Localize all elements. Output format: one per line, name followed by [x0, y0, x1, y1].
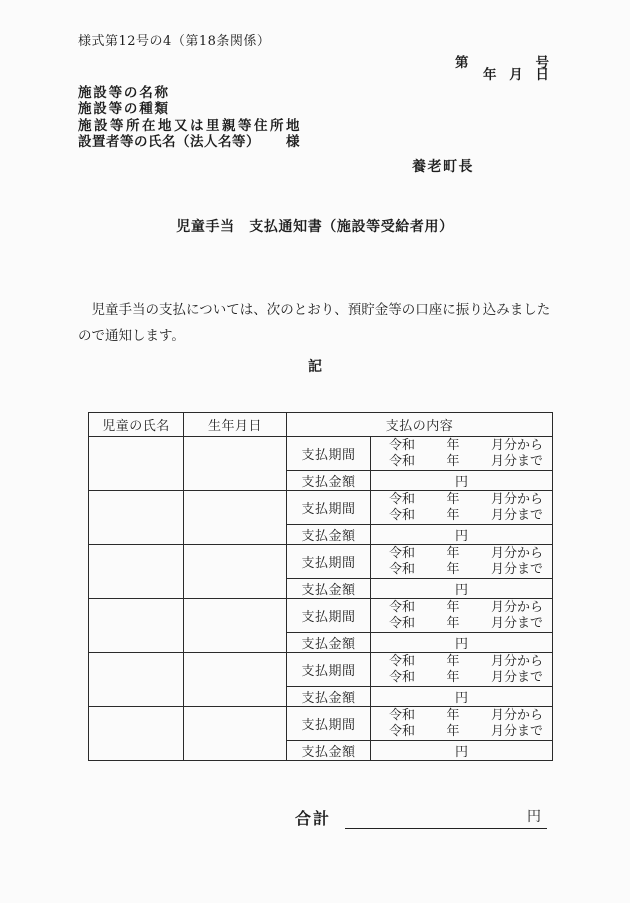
yen-unit: 円	[455, 691, 469, 706]
form-number: 様式第12号の4（第18条関係）	[78, 34, 271, 49]
body-line-1: 児童手当の支払については、次のとおり、預貯金等の口座に振り込みました	[91, 302, 551, 318]
month-to-suffix: 月分まで	[491, 723, 544, 739]
month-from-suffix: 月分から	[491, 545, 544, 561]
amount-label: 支払金額	[287, 579, 371, 599]
header-child-name: 児童の氏名	[89, 413, 184, 437]
year-unit: 年	[446, 707, 460, 723]
payment-period-row	[89, 491, 553, 525]
amount-label: 支払金額	[287, 471, 371, 491]
era-label: 令和	[389, 669, 416, 685]
month-from-suffix: 月分から	[491, 707, 544, 723]
year-unit: 年	[446, 491, 460, 507]
yen-unit: 円	[455, 745, 469, 760]
era-label: 令和	[389, 599, 416, 615]
era-label: 令和	[389, 507, 416, 523]
doc-number-suffix: 号	[535, 55, 549, 71]
period-to-line	[371, 670, 552, 686]
amount-value-cell	[371, 579, 553, 599]
period-value-cell	[371, 437, 553, 471]
year-unit: 年	[446, 615, 460, 631]
child-name-cell	[89, 653, 184, 707]
month-from-suffix: 月分から	[491, 491, 544, 507]
amount-label: 支払金額	[287, 687, 371, 707]
era-label: 令和	[389, 545, 416, 561]
date-line	[483, 63, 549, 83]
era-label: 令和	[389, 491, 416, 507]
yen-unit: 円	[455, 637, 469, 652]
period-label: 支払期間	[287, 437, 371, 471]
recipient-block	[78, 85, 302, 150]
period-to-line	[371, 508, 552, 524]
table-header-row	[89, 413, 553, 437]
amount-value-cell	[371, 687, 553, 707]
birth-date-cell	[184, 707, 287, 761]
payment-period-row	[89, 653, 553, 687]
yen-unit: 円	[455, 475, 469, 490]
date-year-unit: 年	[483, 67, 497, 83]
payment-period-row	[89, 437, 553, 471]
birth-date-cell	[184, 545, 287, 599]
era-label: 令和	[389, 437, 416, 453]
year-unit: 年	[446, 599, 460, 615]
amount-value-cell	[371, 633, 553, 653]
month-from-suffix: 月分から	[491, 437, 544, 453]
period-from-line	[371, 600, 552, 616]
document-title: 児童手当 支払通知書（施設等受給者用）	[176, 219, 454, 235]
amount-value-cell	[371, 741, 553, 761]
payment-period-row	[89, 599, 553, 633]
facility-type-label: 施設等の種類	[78, 101, 170, 118]
period-value-cell	[371, 653, 553, 687]
founder-name-line	[78, 134, 302, 150]
era-label: 令和	[389, 707, 416, 723]
doc-number-prefix: 第	[455, 55, 469, 71]
period-from-line	[371, 492, 552, 508]
year-unit: 年	[446, 669, 460, 685]
month-to-suffix: 月分まで	[491, 507, 544, 523]
period-value-cell	[371, 599, 553, 633]
year-unit: 年	[446, 653, 460, 669]
month-to-suffix: 月分まで	[491, 453, 544, 469]
honorific-sama: 様	[286, 133, 300, 150]
year-unit: 年	[446, 545, 460, 561]
birth-date-cell	[184, 599, 287, 653]
month-from-suffix: 月分から	[491, 653, 544, 669]
era-label: 令和	[389, 615, 416, 631]
body-paragraph	[78, 297, 554, 349]
birth-date-cell	[184, 437, 287, 491]
birth-date-cell	[184, 491, 287, 545]
date-month-unit: 月	[509, 67, 523, 83]
period-from-line	[371, 654, 552, 670]
period-from-line	[371, 708, 552, 724]
payment-records	[89, 437, 553, 761]
payment-period-row	[89, 707, 553, 741]
month-to-suffix: 月分まで	[491, 615, 544, 631]
period-to-line	[371, 724, 552, 740]
child-name-cell	[89, 437, 184, 491]
child-name-cell	[89, 491, 184, 545]
amount-label: 支払金額	[287, 741, 371, 761]
period-from-line	[371, 546, 552, 562]
period-to-line	[371, 616, 552, 632]
total-row	[295, 806, 547, 829]
period-to-line	[371, 454, 552, 470]
period-value-cell	[371, 545, 553, 579]
yen-unit: 円	[455, 529, 469, 544]
total-amount-field	[345, 806, 547, 829]
period-label: 支払期間	[287, 545, 371, 579]
yen-unit: 円	[455, 583, 469, 598]
total-label: 合計	[295, 809, 332, 828]
period-label: 支払期間	[287, 653, 371, 687]
period-label: 支払期間	[287, 491, 371, 525]
month-from-suffix: 月分から	[491, 599, 544, 615]
header-birth-date: 生年月日	[184, 413, 287, 437]
facility-address-label: 施設等所在地又は里親等住所地	[78, 117, 302, 134]
period-value-cell	[371, 491, 553, 525]
body-line-2: ので通知します。	[78, 328, 185, 344]
era-label: 令和	[389, 653, 416, 669]
amount-label: 支払金額	[287, 633, 371, 653]
amount-value-cell	[371, 471, 553, 491]
child-name-cell	[89, 707, 184, 761]
era-label: 令和	[389, 561, 416, 577]
payment-period-row	[89, 545, 553, 579]
year-unit: 年	[446, 507, 460, 523]
year-unit: 年	[446, 453, 460, 469]
year-unit: 年	[446, 437, 460, 453]
amount-label: 支払金額	[287, 525, 371, 545]
notice-marker: 記	[308, 359, 322, 375]
amount-value-cell	[371, 525, 553, 545]
payment-table	[88, 412, 553, 761]
facility-name-label: 施設等の名称	[78, 85, 170, 101]
period-to-line	[371, 562, 552, 578]
birth-date-cell	[184, 653, 287, 707]
total-yen-unit: 円	[527, 809, 542, 825]
header-payment-content: 支払の内容	[287, 413, 553, 437]
period-from-line	[371, 438, 552, 454]
era-label: 令和	[389, 723, 416, 739]
year-unit: 年	[446, 561, 460, 577]
month-to-suffix: 月分まで	[491, 561, 544, 577]
era-label: 令和	[389, 453, 416, 469]
sender-name: 養老町長	[412, 159, 474, 175]
period-label: 支払期間	[287, 599, 371, 633]
period-label: 支払期間	[287, 707, 371, 741]
child-name-cell	[89, 599, 184, 653]
year-unit: 年	[446, 723, 460, 739]
period-value-cell	[371, 707, 553, 741]
founder-name-label: 設置者等の氏名（法人名等）	[78, 133, 260, 150]
month-to-suffix: 月分まで	[491, 669, 544, 685]
date-day-unit: 日	[535, 67, 549, 83]
child-name-cell	[89, 545, 184, 599]
